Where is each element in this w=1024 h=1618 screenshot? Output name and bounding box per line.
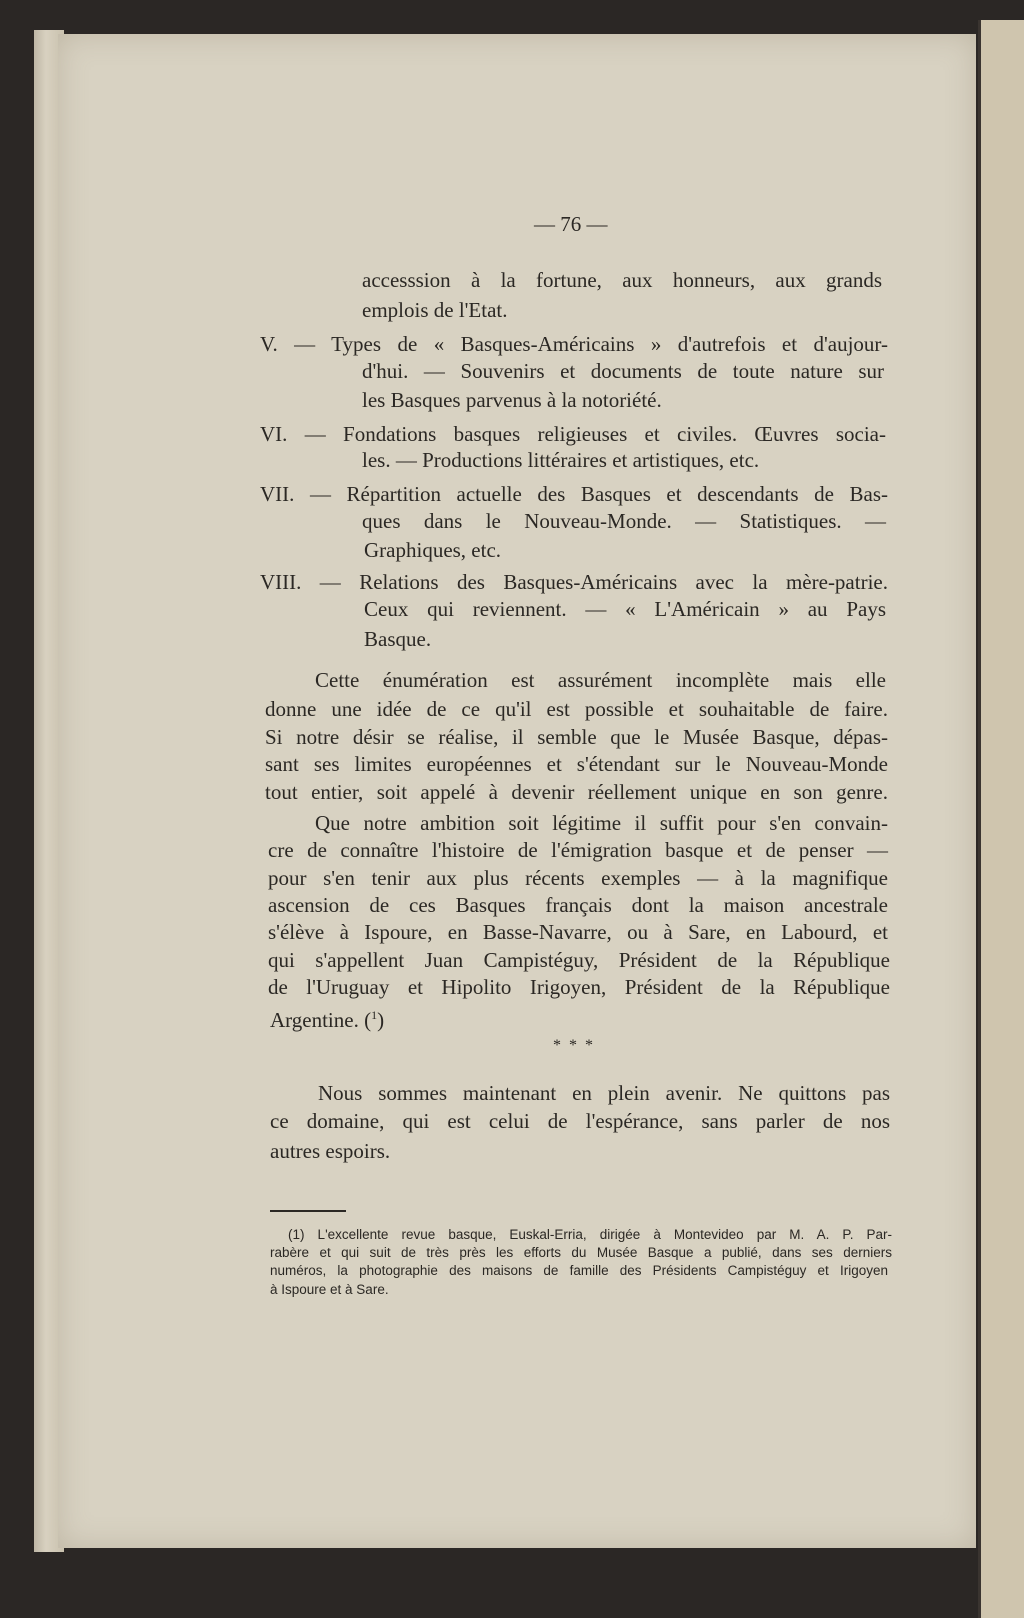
list-item-viii: VIII. — Relations des Basques-Américains avec la mère-patrie. [260, 570, 888, 594]
page-number: — 76 — [534, 212, 608, 236]
text-line: tout entier, soit appelé à devenir réellement unique en son genre. [265, 780, 888, 804]
text: Argentine. ( [270, 1008, 372, 1032]
text-line: accesssion à la fortune, aux honneurs, aux grands [362, 268, 882, 292]
text-line: Cette énumération est assurément incomplète mais elle [315, 668, 886, 692]
text-line: Nous sommes maintenant en plein avenir. Ne quittons pas [318, 1081, 890, 1105]
text-line: s'élève à Ispoure, en Basse-Navarre, ou à Sare, en Labourd, et [268, 920, 888, 944]
text-line: donne une idée de ce qu'il est possible et souhaitable de faire. [265, 697, 888, 721]
text-line: ce domaine, qui est celui de l'espérance, sans parler de nos [270, 1109, 890, 1133]
text-line: de l'Uruguay et Hipolito Irigoyen, Président de la République [268, 975, 890, 999]
text-line: ascension de ces Basques français dont la maison ancestrale [268, 893, 888, 917]
footnote-line: (1) L'excellente revue basque, Euskal-Erria, dirigée à Montevideo par M. A. P. Par- [288, 1227, 892, 1242]
text-line: les Basques parvenus à la notoriété. [362, 388, 662, 412]
next-page-edge [978, 20, 1024, 1618]
text-line: ques dans le Nouveau-Monde. — Statistiques. — [362, 509, 886, 533]
text-line: Ceux qui reviennent. — « L'Américain » au Pays [364, 597, 886, 621]
footnote-rule [270, 1210, 346, 1212]
text: ) [377, 1008, 385, 1032]
footnote-line: rabère et qui suit de très près les efforts du Musée Basque a publié, dans ses derniers [270, 1245, 892, 1260]
text-line: pour s'en tenir aux plus récents exemples — à la magnifique [268, 866, 888, 890]
text-line: cre de connaître l'histoire de l'émigration basque et de penser — [268, 838, 888, 862]
text-line [270, 1003, 384, 1032]
text-line: Si notre désir se réalise, il semble que le Musée Basque, dépas- [265, 725, 888, 749]
text-line: emplois de l'Etat. [362, 298, 508, 322]
text-line: qui s'appellent Juan Campistéguy, Président de la République [268, 948, 890, 972]
text-line: d'hui. — Souvenirs et documents de toute nature sur [362, 359, 884, 383]
text-line: sant ses limites européennes et s'étendant sur le Nouveau-Monde [265, 752, 888, 776]
text-line: Que notre ambition soit légitime il suffit pour s'en convain- [315, 811, 888, 835]
list-item-vi: VI. — Fondations basques religieuses et civiles. Œuvres socia- [260, 422, 886, 446]
text-line: autres espoirs. [270, 1139, 391, 1163]
list-item-vii: VII. — Répartition actuelle des Basques et descendants de Bas- [260, 482, 888, 506]
footnote-line: à Ispoure et à Sare. [270, 1282, 389, 1297]
text-line: les. — Productions littéraires et artistiques, etc. [362, 448, 760, 472]
section-separator-asterism: * * * [553, 1037, 595, 1054]
footnote-line: numéros, la photographie des maisons de famille des Présidents Campistéguy et Irigoyen [270, 1263, 888, 1278]
list-item-v: V. — Types de « Basques-Américains » d'autrefois et d'aujour- [260, 332, 888, 356]
text-line: Graphiques, etc. [364, 538, 502, 562]
footnote-ref: 1 [371, 1008, 378, 1022]
text-line: Basque. [364, 627, 432, 651]
